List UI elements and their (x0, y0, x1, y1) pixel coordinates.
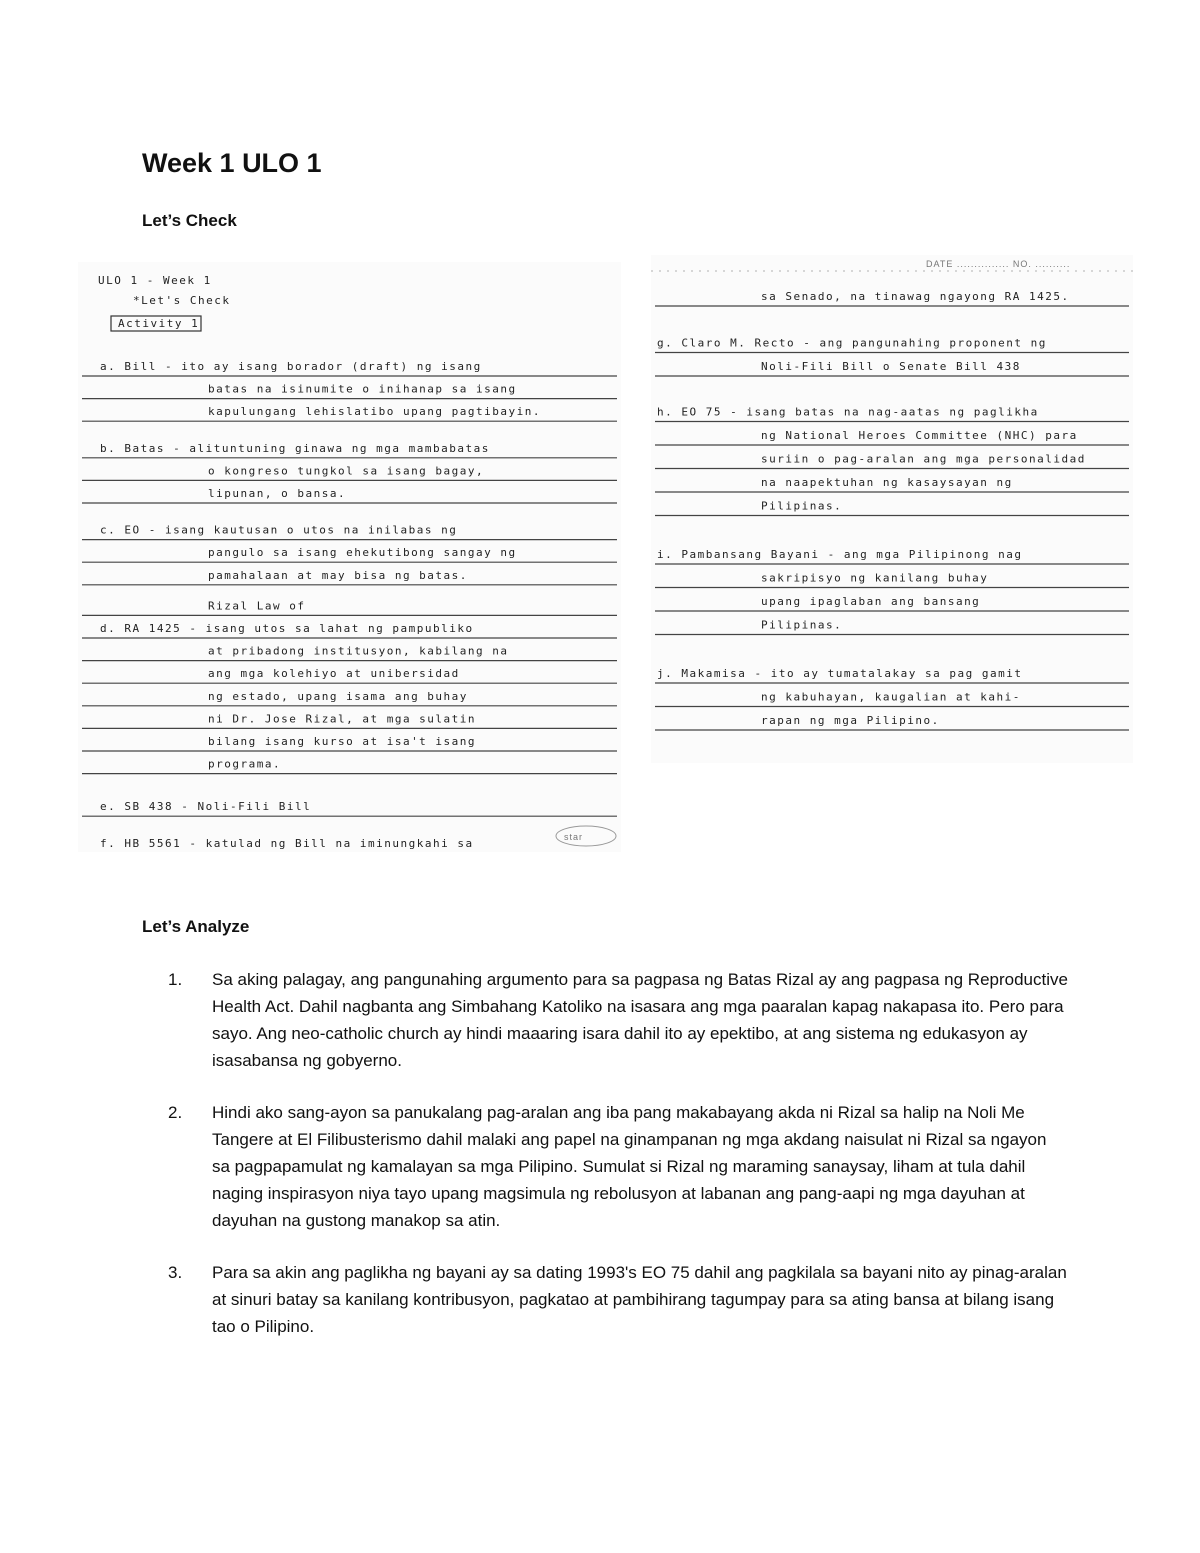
scan-left-line-17: programa. (208, 757, 282, 771)
scan-right-line-5: ng National Heroes Committee (NHC) para (761, 429, 1078, 442)
scan-left-line-13: ang mga kolehiyo at unibersidad (208, 667, 460, 681)
scan-left-line-10: Rizal Law of (208, 599, 306, 613)
scan-left-line-14: ng estado, upang isama ang buhay (208, 689, 468, 703)
scan-right-line-15: rapan ng mga Pilipino. (761, 714, 940, 727)
scan-left-lines (82, 360, 617, 852)
answer-number: 3. (168, 1263, 183, 1282)
scan-right-line-9: i. Pambansang Bayani - ang mga Pilipinong nag (657, 548, 1023, 561)
analysis-answers-list (168, 966, 1068, 1365)
scan-left-line-8: pangulo sa isang ehekutibong sangay ng (208, 546, 517, 560)
scan-left-line-4: b. Batas - alituntuning ginawa ng mga mambabatas (100, 441, 490, 455)
scan-right-line-12: Pilipinas. (761, 618, 843, 632)
answer-item-3 (168, 1259, 1068, 1340)
scan-right-header: DATE ............... NO. .......... (926, 259, 1071, 269)
answer-text: Hindi ako sang-ayon sa panukalang pag-aralan ang iba pang makabayang akda ni Rizal sa halip na Noli Me Tangere at El Filibusterismo dahil malaki ang papel na ginampanan ng mga akdang naisulat ni Rizal sa ngayon sa pagpapamulat ng kamalayan sa mga Pilipino. Sumulat si Rizal ng maraming sanaysay, liham at tula dahil naging inspirasyon niya tayo upang magsimula ng rebolusyon at labanan ang pang-aapi ng mga dayuhan at dayuhan na gustong manakop sa atin. (212, 1103, 1047, 1230)
scan-left-line-19: f. HB 5561 - katulad ng Bill na iminungkahi sa (100, 836, 474, 850)
lets-check-heading: Let’s Check (142, 211, 237, 230)
scan-left-header-3: Activity 1 (118, 317, 200, 330)
scan-right-line-11: upang ipaglaban ang bansang (761, 595, 981, 608)
scan-left-line-16: bilang isang kurso at isa't isang (208, 735, 477, 748)
scan-right-line-3: Noli-Fili Bill o Senate Bill 438 (761, 360, 1021, 373)
handwritten-notes-scan-right (651, 255, 1133, 763)
scan-left-header-1: ULO 1 - Week 1 (98, 274, 212, 287)
scan-left-line-2: batas na isinumite o inihanap sa isang (208, 382, 517, 396)
scan-left-line-5: o kongreso tungkol sa isang bagay, (208, 464, 485, 478)
scan-right-line-7: na naapektuhan ng kasaysayan ng (761, 476, 1013, 489)
notebook-page-right (651, 255, 1133, 763)
scan-left-line-12: at pribadong institusyon, kabilang na (208, 644, 509, 658)
scan-right-line-14: ng kabuhayan, kaugalian at kahi- (761, 690, 1021, 704)
scan-left-line-6: lipunan, o bansa. (208, 487, 347, 500)
scan-right-line-8: Pilipinas. (761, 499, 843, 513)
scan-right-line-1: sa Senado, na tinawag ngayong RA 1425. (761, 290, 1070, 303)
answer-text: Para sa akin ang paglikha ng bayani ay sa dating 1993's EO 75 dahil ang pagkilala sa bayani nito ay pinag-aralan at sinuri batay sa kanilang kontribusyon, pagkatao at pambihirang tagumpay para sa ating bansa at bilang isang tao o Pilipino. (212, 1263, 1067, 1336)
answer-item-1 (168, 966, 1068, 1074)
scan-left-line-11: d. RA 1425 - isang utos sa lahat ng pampubliko (100, 622, 474, 635)
scan-left-line-3: kapulungang lehislatibo upang pagtibayin. (208, 405, 542, 419)
scan-left-line-1: a. Bill - ito ay isang borador (draft) ng isang (100, 360, 482, 373)
scan-right-line-2: g. Claro M. Recto - ang pangunahing proponent ng (657, 336, 1047, 350)
answer-item-2 (168, 1099, 1068, 1234)
handwritten-notes-scan-left (78, 262, 621, 852)
scan-right-line-6: suriin o pag-aralan ang mga personalidad (761, 452, 1086, 466)
answer-number: 1. (168, 970, 183, 989)
publisher-watermark (556, 826, 616, 846)
scan-left-line-7: c. EO - isang kautusan o utos na inilabas ng (100, 523, 458, 537)
answer-number: 2. (168, 1103, 183, 1122)
scan-right-line-13: j. Makamisa - ito ay tumatalakay sa pag gamit (657, 667, 1023, 680)
notebook-page-left (78, 262, 621, 852)
watermark-text: star (564, 832, 584, 842)
scan-left-line-15: ni Dr. Jose Rizal, at mga sulatin (208, 712, 477, 726)
scan-right-line-10: sakripisyo ng kanilang buhay (761, 571, 989, 585)
scan-left-line-9: pamahalaan at may bisa ng batas. (208, 568, 468, 582)
scan-right-line-4: h. EO 75 - isang batas na nag-aatas ng paglikha (657, 405, 1039, 419)
lets-analyze-heading: Let’s Analyze (142, 917, 250, 936)
scan-right-lines (655, 290, 1129, 730)
scan-left-header-2: *Let's Check (133, 294, 231, 307)
page-title: Week 1 ULO 1 (142, 148, 322, 178)
scan-left-line-18: e. SB 438 - Noli-Fili Bill (100, 800, 312, 814)
answer-text: Sa aking palagay, ang pangunahing argumento para sa pagpasa ng Batas Rizal ay ang pagpasa ng Reproductive Health Act. Dahil nagbanta ang Simbahang Katoliko na isasara ang mga paaralan kapag nakapasa ito. Pero para sayo. Ang neo-catholic church ay hindi maaaring isara dahil ito ay epektibo, at ang sistema ng edukasyon ay isasabansa ng gobyerno. (212, 970, 1068, 1070)
